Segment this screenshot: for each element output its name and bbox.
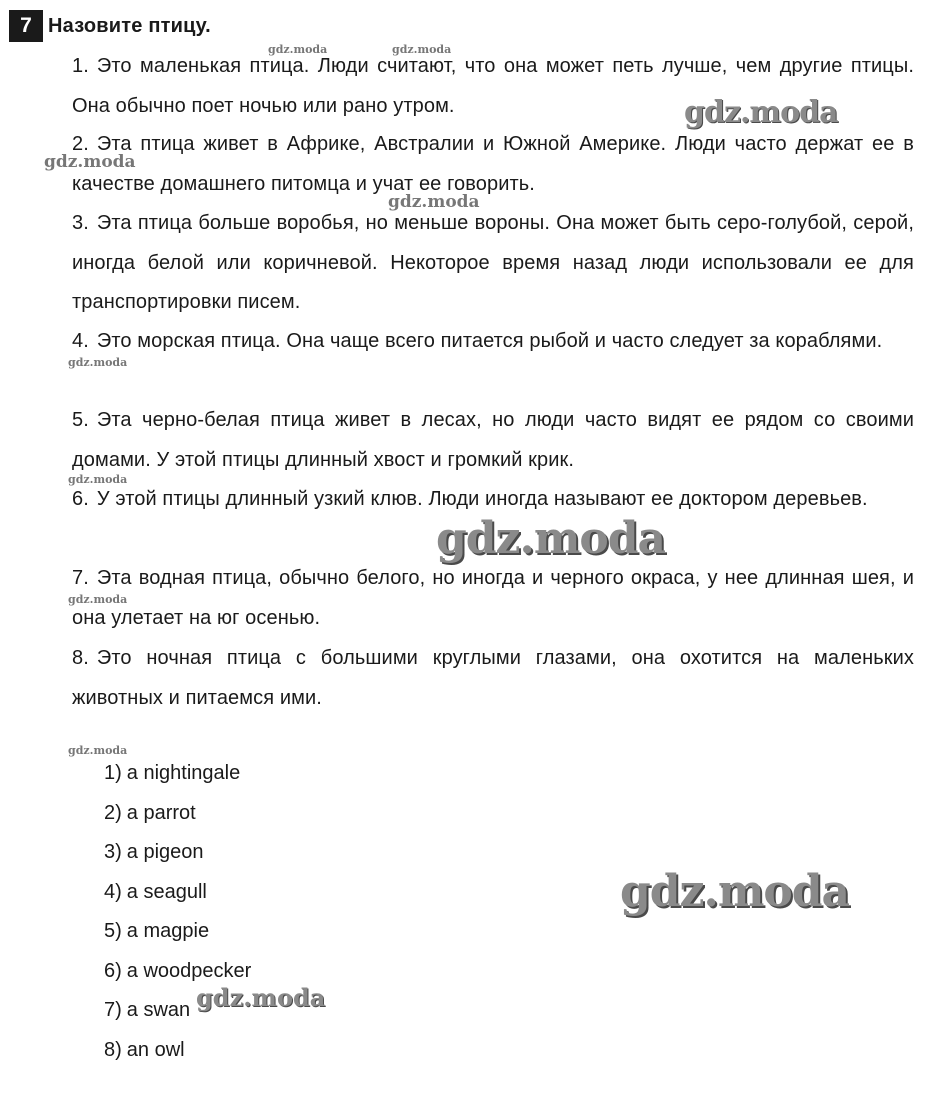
question-text: Эта водная птица, обычно белого, но иногда и черного окраса, у нее длинная шея, и она улетает на юг осенью.: [72, 567, 914, 629]
answer-text: a parrot: [126, 801, 196, 824]
question-number: 6.: [72, 488, 89, 510]
task-title: Назовите птицу.: [48, 14, 211, 37]
answer-text: a woodpecker: [126, 959, 252, 982]
question-6: [72, 480, 914, 520]
question-number: 7.: [72, 567, 89, 589]
answer-text: a magpie: [126, 920, 210, 942]
answer-text: an owl: [126, 1038, 185, 1061]
watermark: gdz.moda: [268, 43, 328, 56]
answer-item-1: [104, 754, 251, 794]
answer-item-2: [104, 794, 251, 834]
question-1: [72, 47, 914, 126]
watermark: gdz.moda: [68, 356, 128, 369]
question-text: Это маленькая птица. Люди считают, что она может петь лучше, чем другие птицы. Она обычно поет ночью или рано утром.: [72, 55, 914, 117]
watermark: gdz.moda: [620, 866, 850, 917]
answer-number: 8): [104, 1038, 122, 1061]
task-header: [9, 10, 211, 42]
question-text: Эта птица живет в Африке, Австралии и Южной Америке. Люди часто держат ее в качестве домашнего питомца и учат ее говорить.: [72, 133, 914, 195]
answer-item-7: [104, 991, 251, 1031]
watermark: gdz.moda: [392, 43, 452, 56]
question-number: 8.: [72, 647, 89, 669]
watermark: gdz.moda: [684, 95, 838, 130]
question-text: Эта птица больше воробья, но меньше вороны. Она может быть серо-голубой, серой, иногда белой или коричневой. Некоторое время назад люди использовали ее для транспортировки писем.: [72, 212, 914, 313]
answers-list: [104, 754, 251, 1070]
question-8: [72, 639, 914, 718]
answer-item-4: [104, 873, 251, 913]
task-number-badge: 7: [9, 10, 43, 42]
answer-number: 2): [104, 801, 122, 824]
question-2: [72, 125, 914, 204]
question-number: 5.: [72, 409, 89, 431]
question-number: 1.: [72, 55, 89, 77]
answer-item-3: [104, 833, 251, 873]
answer-item-5: [104, 912, 251, 952]
answer-number: 6): [104, 959, 122, 982]
question-7: [72, 559, 914, 638]
answer-number: 5): [104, 920, 122, 942]
question-text: Эта черно-белая птица живет в лесах, но люди часто видят ее рядом со своими домами. У этой птицы длинный хвост и громкий крик.: [72, 409, 914, 471]
question-text: Это морская птица. Она чаще всего питается рыбой и часто следует за кораблями.: [96, 330, 883, 352]
question-5: [72, 401, 914, 480]
answer-text: a nightingale: [126, 762, 241, 784]
watermark: gdz.moda: [196, 983, 326, 1012]
answer-item-6: [104, 952, 251, 992]
watermark: gdz.moda: [68, 593, 128, 606]
answer-number: 1): [104, 762, 122, 784]
answer-item-8: [104, 1031, 251, 1071]
answer-number: 7): [104, 999, 122, 1021]
watermark: gdz.moda: [436, 513, 666, 564]
answer-text: a swan: [126, 999, 191, 1021]
watermark: gdz.moda: [44, 152, 136, 172]
question-text: У этой птицы длинный узкий клюв. Люди иногда называют ее доктором деревьев.: [96, 488, 868, 510]
answer-text: a seagull: [126, 880, 207, 903]
question-text: Это ночная птица с большими круглыми глазами, она охотится на маленьких животных и питаемся ими.: [72, 647, 914, 709]
watermark: gdz.moda: [68, 744, 128, 757]
question-4: [72, 322, 914, 362]
answer-number: 4): [104, 880, 122, 903]
watermark: gdz.moda: [388, 192, 480, 212]
answer-text: a pigeon: [126, 841, 204, 863]
watermark: gdz.moda: [68, 473, 128, 486]
answer-number: 3): [104, 841, 122, 863]
question-number: 2.: [72, 133, 89, 155]
question-number: 3.: [72, 212, 89, 234]
question-number: 4.: [72, 330, 89, 352]
question-3: [72, 204, 914, 323]
